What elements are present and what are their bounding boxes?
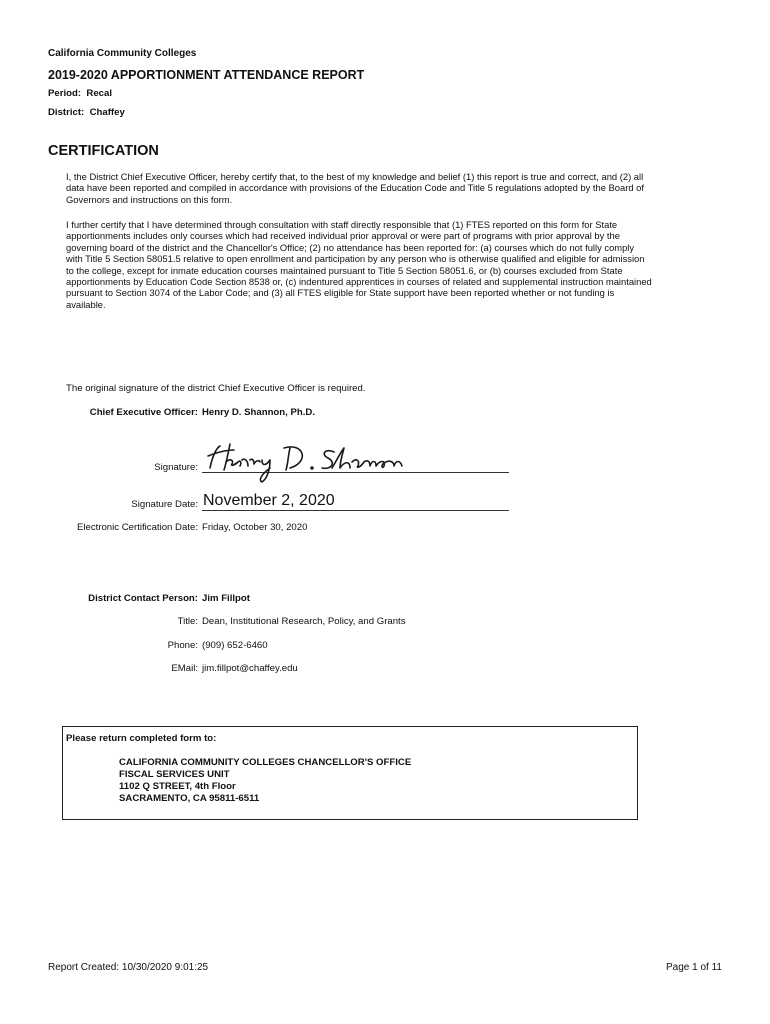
signature-date-line — [202, 510, 509, 511]
return-address-line-3: 1102 Q STREET, 4th Floor — [119, 781, 236, 792]
certification-paragraph-2: I further certify that I have determined through consultation with staff directly responsible that (1) FTES reported on this form for State apportionments includes only courses which had received individual prior approval or were part of programs with prior approval by the governing board of the district and the Chancellor's Office; (2) no attendance has been reported for: (a) courses which do not fully comply with Title 5 Section 58051.5 relative to open enrollment and participation by any person who is otherwise qualified and eligible for admission to the college, except for inmate education courses maintained pursuant to Title 5 Section 58051.6, or (b) courses excluded from State apportionments by Education Code Section 8538 or, (c) indentured apprentices in courses of related and supplemental instruction maintained pursuant to Section 3074 of the Labor Code; and (3) all FTES eligible for State support have been reported whether or not funding is available. — [66, 219, 652, 310]
handwritten-signature — [204, 438, 404, 491]
district-line — [48, 107, 125, 118]
electronic-date-value: Friday, October 30, 2020 — [202, 522, 308, 533]
contact-email-value: jim.fillpot@chaffey.edu — [202, 663, 298, 674]
return-address-line-2: FISCAL SERVICES UNIT — [119, 769, 230, 780]
return-address-line-1: CALIFORNIA COMMUNITY COLLEGES CHANCELLOR'S OFFICE — [119, 757, 412, 768]
contact-person-label: District Contact Person: — [88, 593, 198, 604]
report-title: 2019-2020 APPORTIONMENT ATTENDANCE REPORT — [48, 68, 365, 82]
report-created: Report Created: 10/30/2020 9:01:25 — [48, 962, 209, 973]
signature-date-value: November 2, 2020 — [203, 492, 335, 509]
signature-label: Signature: — [154, 462, 198, 473]
period-label: Period: — [48, 88, 82, 99]
signature-date-label: Signature Date: — [131, 499, 198, 510]
ceo-label: Chief Executive Officer: — [89, 407, 198, 418]
district-value: Chaffey — [89, 107, 125, 118]
certification-heading: CERTIFICATION — [48, 143, 159, 159]
return-address — [119, 757, 411, 805]
period-value: Recal — [86, 88, 113, 99]
district-label: District: — [48, 107, 85, 118]
contact-phone-label: Phone: — [167, 640, 198, 651]
contact-title-label: Title: — [177, 616, 198, 627]
period-line — [48, 88, 112, 99]
contact-email-label: EMail: — [171, 663, 198, 674]
electronic-date-label: Electronic Certification Date: — [76, 522, 198, 533]
signature-scribble — [204, 438, 404, 486]
return-heading: Please return completed form to: — [66, 733, 217, 744]
contact-person-value: Jim Fillpot — [202, 593, 250, 604]
ceo-name: Henry D. Shannon, Ph.D. — [202, 407, 316, 418]
page-number: Page 1 of 11 — [666, 962, 722, 973]
return-address-line-4: SACRAMENTO, CA 95811-6511 — [119, 793, 260, 804]
contact-phone-value: (909) 652-6460 — [202, 640, 268, 651]
certification-paragraph-1: I, the District Chief Executive Officer, hereby certify that, to the best of my knowledge and belief (1) this report is true and correct, and (2) all data have been reported and compiled in accordance with provisions of the Education Code and Title 5 regulations adopted by the Board of Governors and instructions on this form. — [66, 171, 644, 205]
contact-title-value: Dean, Institutional Research, Policy, and Grants — [202, 616, 406, 627]
signature-requirement-note: The original signature of the district Chief Executive Officer is required. — [66, 383, 366, 394]
org-name: California Community Colleges — [48, 48, 197, 59]
